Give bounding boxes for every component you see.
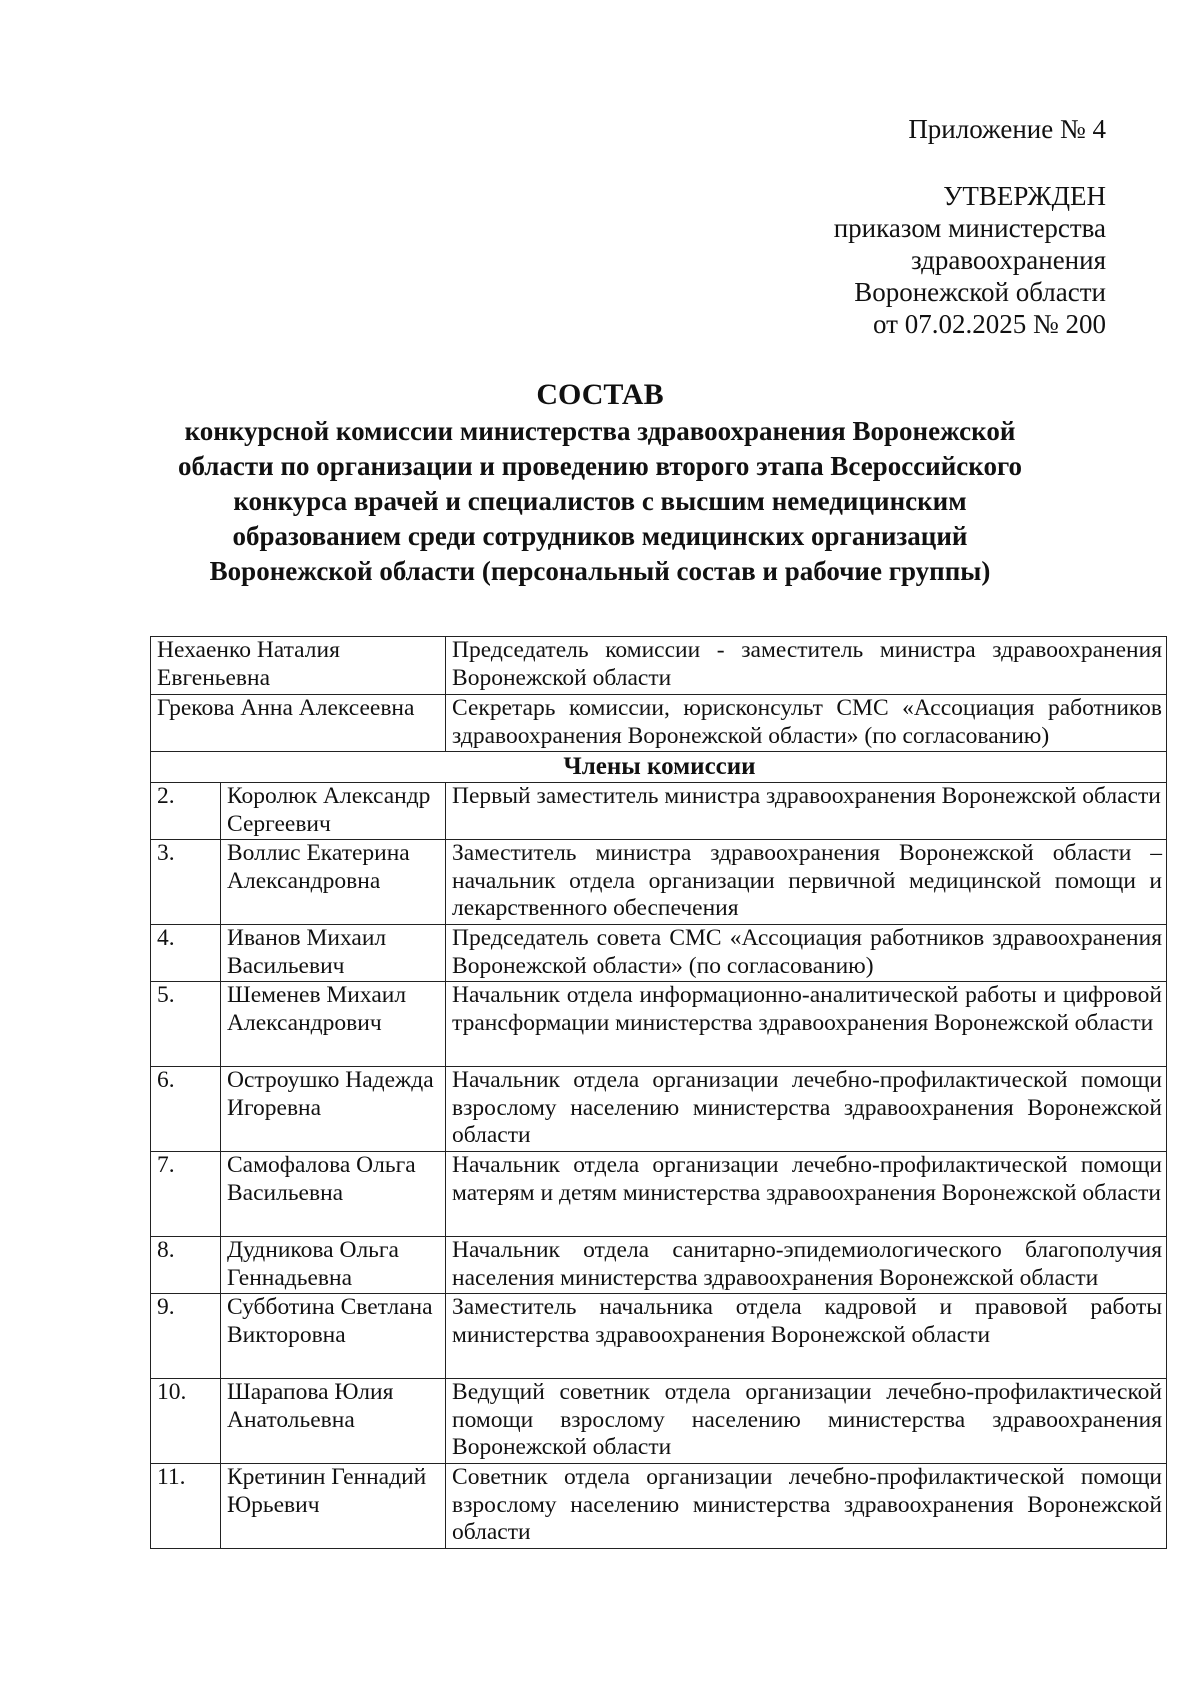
subtitle-line: области по организации и проведению второго этапа Всероссийского [177, 451, 1023, 481]
member-role: Заместитель начальника отдела кадровой и правовой работы министерства здравоохранения Воронежской области [446, 1294, 1167, 1379]
member-role: Начальник отдела организации лечебно-профилактической помощи взрослому населению министерства здравоохранения Воронежской области [446, 1067, 1167, 1152]
member-number: 3. [151, 840, 221, 925]
member-name: Субботина Светлана Викторовна [221, 1294, 446, 1379]
member-role: Начальник отдела организации лечебно-профилактической помощи матерям и детям министерства здравоохранения Воронежской области [446, 1152, 1167, 1237]
table-row [151, 1294, 1167, 1379]
table-row [151, 982, 1167, 1067]
table-row [151, 695, 1167, 752]
member-number: 7. [151, 1152, 221, 1237]
table-row [151, 1237, 1167, 1294]
approval-status: УТВЕРЖДЕН [943, 181, 1106, 211]
table-row [151, 637, 1167, 695]
appendix-label: Приложение № 4 [908, 114, 1106, 144]
member-name: Грекова Анна Алексеевна [151, 695, 446, 752]
approval-block [834, 180, 1106, 340]
member-role: Первый заместитель министра здравоохранения Воронежской области [446, 783, 1167, 840]
approval-date-number: от 07.02.2025 № 200 [873, 309, 1106, 339]
member-name: Воллис Екатерина Александровна [221, 840, 446, 925]
member-role: Ведущий советник отдела организации лечебно-профилактической помощи взрослому населению министерства здравоохранения Воронежской области [446, 1379, 1167, 1464]
member-role: Советник отдела организации лечебно-профилактической помощи взрослому населению министерства здравоохранения Воронежской области [446, 1464, 1167, 1549]
member-role: Начальник отдела информационно-аналитической работы и цифровой трансформации министерства здравоохранения Воронежской области [446, 982, 1167, 1067]
member-number: 2. [151, 783, 221, 840]
member-number: 6. [151, 1067, 221, 1152]
member-name: Остроушко Надежда Игоревна [221, 1067, 446, 1152]
member-name: Иванов Михаил Васильевич [221, 925, 446, 982]
commission-table [150, 636, 1167, 1549]
document-title: СОСТАВ [536, 378, 664, 411]
subtitle-line: конкурса врачей и специалистов с высшим немедицинским [233, 486, 967, 516]
member-name: Самофалова Ольга Васильевна [221, 1152, 446, 1237]
member-number: 8. [151, 1237, 221, 1294]
member-role: Начальник отдела санитарно-эпидемиологического благополучия населения министерства здравоохранения Воронежской области [446, 1237, 1167, 1294]
subtitle-line: конкурсной комиссии министерства здравоохранения Воронежской [184, 416, 1016, 446]
member-number: 4. [151, 925, 221, 982]
table-row [151, 752, 1167, 783]
member-name: Кретинин Геннадий Юрьевич [221, 1464, 446, 1549]
table-row [151, 1152, 1167, 1237]
table-row [151, 840, 1167, 925]
member-name: Шеменев Михаил Александрович [221, 982, 446, 1067]
table-row [151, 925, 1167, 982]
member-number: 10. [151, 1379, 221, 1464]
document-subtitle [150, 414, 1050, 589]
member-name: Шарапова Юлия Анатольевна [221, 1379, 446, 1464]
member-role: Заместитель министра здравоохранения Воронежской области – начальник отдела организации первичной медицинской помощи и лекарственного обеспечения [446, 840, 1167, 925]
member-name: Нехаенко Наталия Евгеньевна [151, 637, 446, 695]
member-name: Королюк Александр Сергеевич [221, 783, 446, 840]
approval-line: приказом министерства [833, 213, 1106, 243]
members-heading: Члены комиссии [151, 752, 1167, 783]
subtitle-line: образованием среди сотрудников медицинских организаций [232, 521, 968, 551]
member-number: 9. [151, 1294, 221, 1379]
member-number: 5. [151, 982, 221, 1067]
approval-line: Воронежской области [854, 277, 1106, 307]
member-role: Секретарь комиссии, юрисконсульт СМС «Ассоциация работников здравоохранения Воронежской области» (по согласованию) [446, 695, 1167, 752]
table-row [151, 1379, 1167, 1464]
table-row [151, 1067, 1167, 1152]
table-row [151, 783, 1167, 840]
member-number: 11. [151, 1464, 221, 1549]
subtitle-line: Воронежской области (персональный состав и рабочие группы) [209, 556, 991, 586]
member-role: Председатель совета СМС «Ассоциация работников здравоохранения Воронежской области» (по согласованию) [446, 925, 1167, 982]
member-role: Председатель комиссии - заместитель министра здравоохранения Воронежской области [446, 637, 1167, 695]
member-name: Дудникова Ольга Геннадьевна [221, 1237, 446, 1294]
table-row [151, 1464, 1167, 1549]
approval-line: здравоохранения [910, 245, 1106, 275]
